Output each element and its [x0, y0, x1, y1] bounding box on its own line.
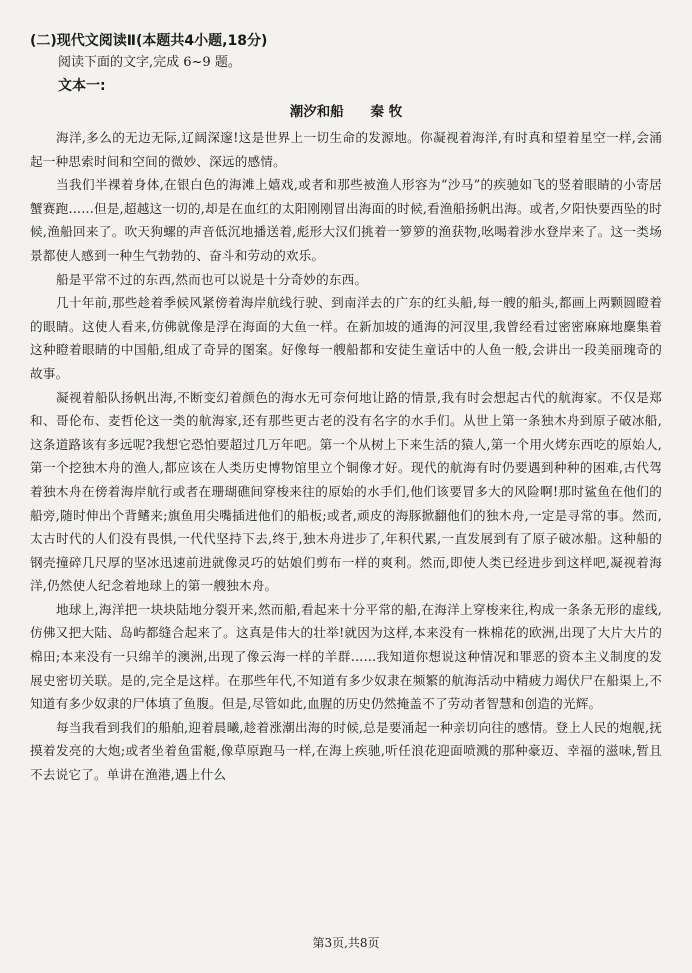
instruction-text: 阅读下面的文字,完成 6~9 题。 [58, 55, 241, 70]
article-paragraph: 地球上,海洋把一块块陆地分裂开来,然而船,看起来十分平常的船,在海洋上穿梭来往,构成一条条无形的虚线,仿佛又把大陆、岛屿都缝合起来了。这真是伟大的壮举!就因为这样,本来没有一株棉花的欧洲,出现了大片大片的棉田;本来没有一只绵羊的澳洲,出现了像云海一样的羊群……我知道你想说这种情况和罪恶的资本主义制度的发展史密切关联。是的,完全是这样。在那些年代,不知道有多少奴隶在频繁的航海活动中精疲力竭伏尸在船渠上,不知道有多少奴隶的尸体填了鱼腹。但是,尽管如此,血腥的历史仍然掩盖不了劳动者智慧和创造的光辉。 [30, 601, 662, 712]
article-title: 潮汐和船 [289, 104, 344, 120]
article-paragraph: 几十年前,那些趁着季候风紧傍着海岸航线行驶、到南洋去的广东的红头船,每一艘的船头,都画上两颗圆瞪着的眼睛。这使人看来,仿佛就像是浮在海面的大鱼一样。在新加坡的通海的河汊里,我曾经看过密密麻麻地麇集着这种瞪着眼睛的中国船,组成了奇异的图案。好像每一艘船都和安徒生童话中的人鱼一般,会讲出一段美丽瑰奇的故事。 [30, 295, 662, 381]
article-paragraph: 凝视着船队扬帆出海,不断变幻着颜色的海水无可奈何地让路的情景,我有时会想起古代的航海家。不仅是郑和、哥伦布、麦哲伦这一类的航海家,还有那些更古老的没有名字的水手们。从世上第一条独木舟到原子破冰船,这条道路该有多远呢?我想它恐怕要超过几万年吧。第一个从树上下来生活的猿人,第一个用火烤东西吃的原始人,第一个挖独木舟的渔人,都应该在人类历史博物馆里立个铜像才好。现代的航海有时仍要遇到种种的困难,古代驾着独木舟在傍着海岸航行或者在珊瑚礁间穿梭来往的原始的水手们,他们该要冒多大的风险啊!那时鲨鱼在他们的船旁,随时伸出个背鳍来;旗鱼用尖嘴插进他们的船板;或者,顽皮的海豚掀翻他们的独木舟,一定是寻常的事。然而,太古时代的人们没有畏惧,一代代坚持下去,终于,独木舟进步了,年积代累,一直发展到有了原子破冰船。这种船的钢壳撞碎几尺厚的坚冰迅速前进就像灵巧的姑娘们剪布一样的爽利。然而,即使人类已经进步到这样吧,凝视着海洋,仍然使人纪念着地球上的第一艘独木舟。 [30, 389, 662, 594]
section-heading: (二)现代文阅读Ⅱ(本题共4小题,18分) [30, 33, 268, 49]
article-title-row [30, 100, 662, 124]
page-number: 第3页,共8页 [312, 936, 380, 950]
article-paragraph: 海洋,多么的无边无际,辽阔深邃!这是世界上一切生命的发源地。你凝视着海洋,有时真和望着星空一样,会涌起一种思索时间和空间的微妙、深远的感情。 [30, 130, 662, 169]
article-body [30, 126, 662, 787]
article-author: 秦 牧 [370, 104, 403, 120]
article-paragraph: 每当我看到我们的船舶,迎着晨曦,趁着涨潮出海的时候,总是要涌起一种亲切向往的感情。登上人民的炮舰,抚摸着发亮的大炮;或者坐着鱼雷艇,像草原跑马一样,在海上疾驰,听任浪花迎面喷溅的那种豪迈、幸福的滋味,暂且不去说它了。单讲在渔港,遇上什么 [30, 719, 662, 783]
text-label: 文本一: [58, 78, 106, 94]
exam-page [30, 30, 662, 787]
article-paragraph: 当我们半裸着身体,在银白色的海滩上嬉戏,或者和那些被渔人形容为“沙马”的疾驰如飞的竖着眼睛的小寄居蟹赛跑……但是,超越这一切的,却是在血红的太阳刚刚冒出海面的时候,看渔船扬帆出海。或者,夕阳快要西坠的时候,渔船回来了。吹天狗螺的声音低沉地播送着,彪形大汉们挑着一箩箩的渔获物,吆喝着涉水登岸来了。这一类场景都使人感到一种生气勃勃的、奋斗和劳动的欢乐。 [30, 177, 662, 263]
article-paragraph: 船是平常不过的东西,然而也可以说是十分奇妙的东西。 [56, 271, 368, 287]
